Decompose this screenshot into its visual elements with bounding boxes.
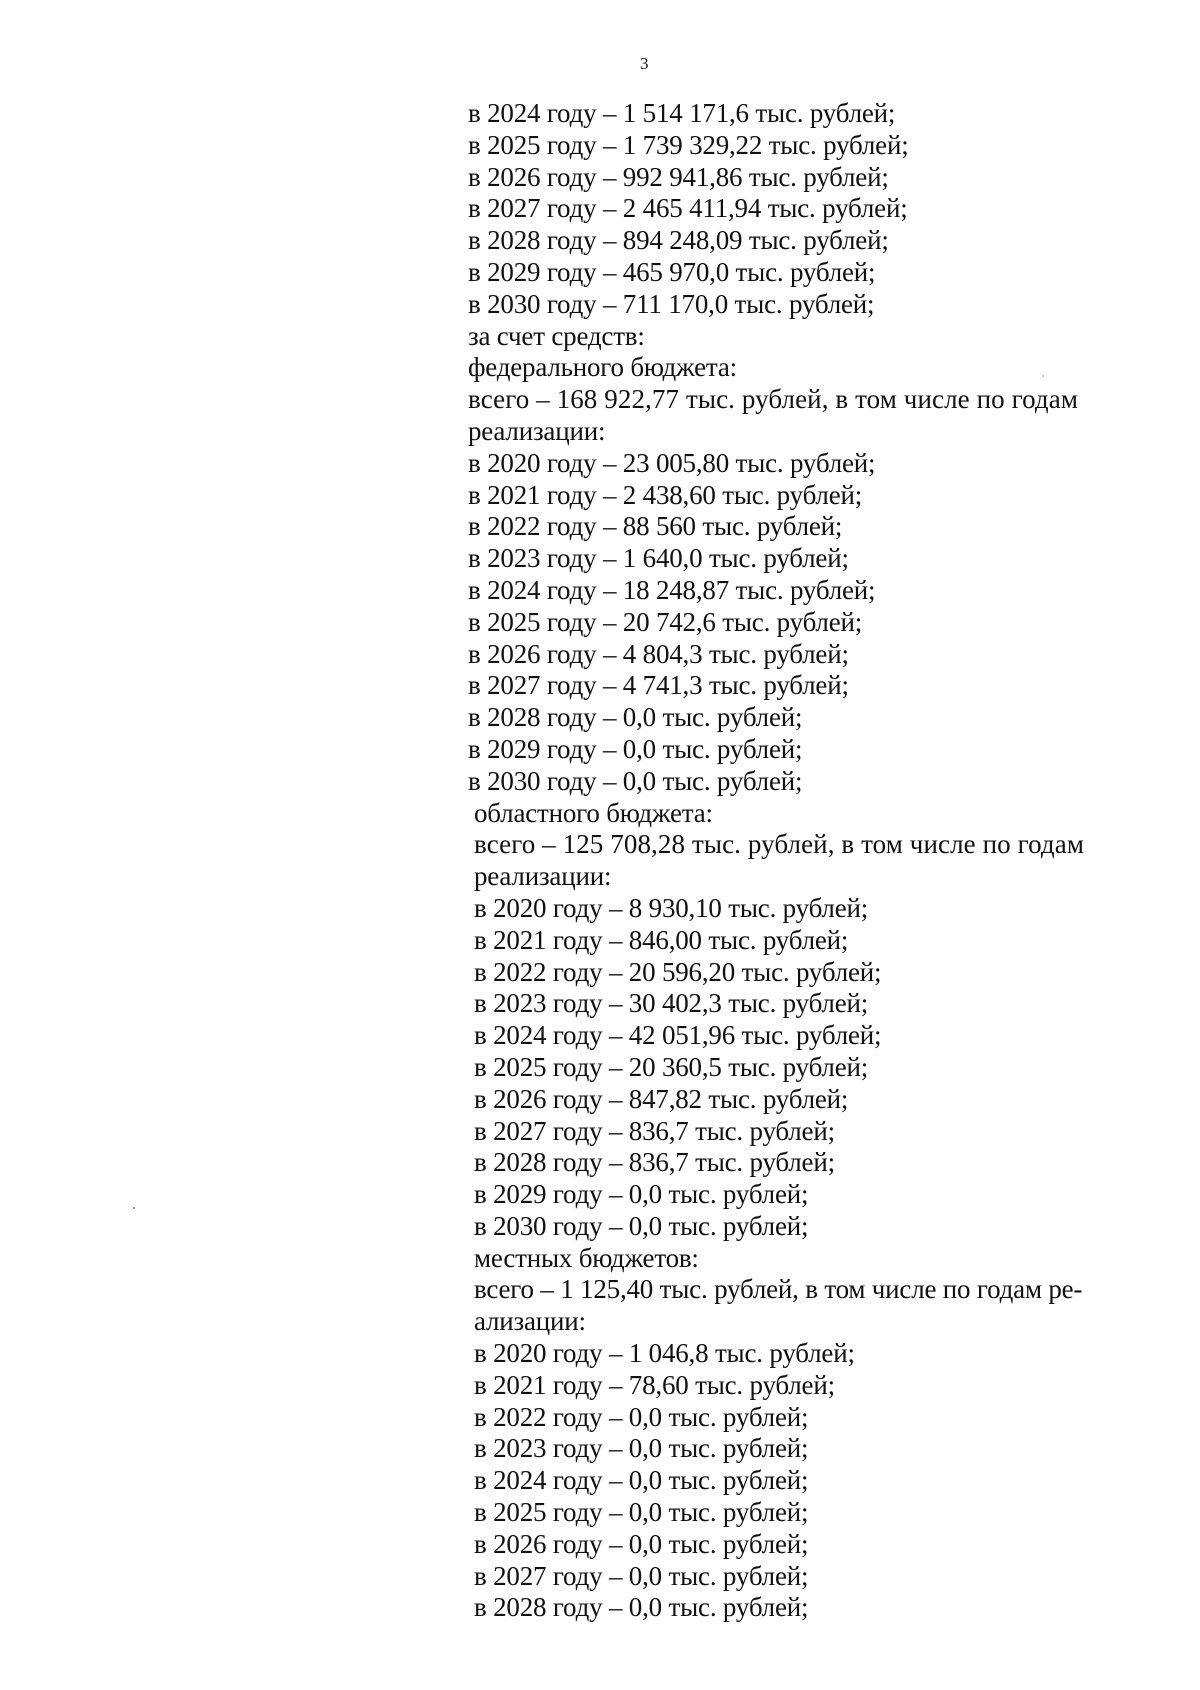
- text-line: в 2020 году – 8 930,10 тыс. рублей;: [474, 892, 869, 923]
- text-line: реализации:: [474, 861, 612, 892]
- text-line: в 2028 году – 836,7 тыс. рублей;: [474, 1147, 835, 1178]
- text-line: в 2024 году – 0,0 тыс. рублей;: [474, 1465, 809, 1496]
- text-line: в 2030 году – 0,0 тыс. рублей;: [468, 765, 803, 796]
- section-heading: за счет средств:: [468, 320, 645, 351]
- text-line: в 2025 году – 1 739 329,22 тыс. рублей;: [468, 129, 909, 160]
- text-line: в 2029 году – 465 970,0 тыс. рублей;: [468, 256, 876, 287]
- text-line: в 2025 году – 20 742,6 тыс. рублей;: [468, 606, 863, 637]
- text-line: в 2022 году – 20 596,20 тыс. рублей;: [474, 956, 882, 987]
- text-line: в 2020 году – 23 005,80 тыс. рублей;: [468, 447, 876, 478]
- section-heading: областного бюджета:: [474, 797, 713, 828]
- text-line: в 2021 году – 2 438,60 тыс. рублей;: [468, 479, 863, 510]
- text-line: в 2021 году – 78,60 тыс. рублей;: [474, 1369, 835, 1400]
- text-line: в 2024 году – 18 248,87 тыс. рублей;: [468, 574, 876, 605]
- text-line: в 2023 году – 0,0 тыс. рублей;: [474, 1433, 809, 1464]
- text-line: в 2025 году – 20 360,5 тыс. рублей;: [474, 1051, 869, 1082]
- text-line: в 2028 году – 894 248,09 тыс. рублей;: [468, 225, 889, 256]
- text-line: в 2020 году – 1 046,8 тыс. рублей;: [474, 1338, 855, 1369]
- funding-text-block: [468, 98, 1158, 1624]
- text-line: в 2029 году – 0,0 тыс. рублей;: [474, 1179, 809, 1210]
- scan-speck: [133, 1207, 135, 1209]
- text-line: в 2025 году – 0,0 тыс. рублей;: [474, 1497, 809, 1528]
- text-line: в 2027 году – 0,0 тыс. рублей;: [474, 1560, 809, 1591]
- text-line: в 2030 году – 711 170,0 тыс. рублей;: [468, 288, 875, 319]
- text-line: в 2026 году – 4 804,3 тыс. рублей;: [468, 638, 849, 669]
- text-line: в 2026 году – 0,0 тыс. рублей;: [474, 1528, 809, 1559]
- text-line: в 2029 году – 0,0 тыс. рублей;: [468, 733, 803, 764]
- text-line: в 2027 году – 836,7 тыс. рублей;: [474, 1115, 835, 1146]
- text-line: в 2027 году – 4 741,3 тыс. рублей;: [468, 670, 849, 701]
- total-line: всего – 168 922,77 тыс. рублей, в том числе по годам: [468, 384, 1079, 415]
- text-line: в 2024 году – 42 051,96 тыс. рублей;: [474, 1020, 882, 1051]
- text-line: в 2022 году – 0,0 тыс. рублей;: [474, 1401, 809, 1432]
- total-line: всего – 125 708,28 тыс. рублей, в том числе по годам: [474, 829, 1085, 860]
- text-line: в 2024 году – 1 514 171,6 тыс. рублей;: [468, 98, 896, 128]
- text-line: в 2023 году – 1 640,0 тыс. рублей;: [468, 543, 849, 574]
- text-line: в 2023 году – 30 402,3 тыс. рублей;: [474, 988, 869, 1019]
- text-line: в 2021 году – 846,00 тыс. рублей;: [474, 924, 849, 955]
- text-line: ализации:: [474, 1306, 586, 1337]
- section-heading: федерального бюджета:: [468, 352, 737, 383]
- page-number: 3: [640, 54, 649, 73]
- text-line: в 2026 году – 847,82 тыс. рублей;: [474, 1083, 849, 1114]
- text-line: в 2028 году – 0,0 тыс. рублей;: [474, 1592, 809, 1623]
- text-line: в 2026 году – 992 941,86 тыс. рублей;: [468, 161, 889, 192]
- section-heading: местных бюджетов:: [474, 1242, 699, 1273]
- text-line: в 2027 году – 2 465 411,94 тыс. рублей;: [468, 193, 908, 224]
- text-line: в 2028 году – 0,0 тыс. рублей;: [468, 702, 803, 733]
- total-line: всего – 1 125,40 тыс. рублей, в том числе по годам ре-: [474, 1274, 1083, 1305]
- text-line: в 2022 году – 88 560 тыс. рублей;: [468, 511, 843, 542]
- text-line: в 2030 году – 0,0 тыс. рублей;: [474, 1210, 809, 1241]
- text-line: реализации:: [468, 415, 606, 446]
- scan-speck: [1042, 375, 1044, 377]
